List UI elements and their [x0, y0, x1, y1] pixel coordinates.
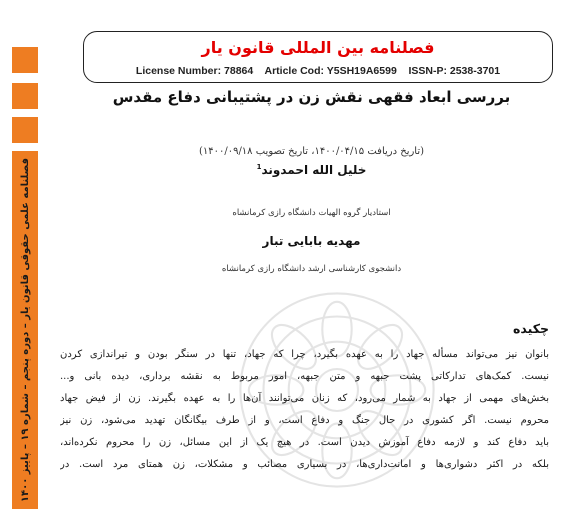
author-1-footnote-mark: 1: [256, 163, 262, 171]
abstract-heading: چکیده: [513, 321, 549, 336]
article-title: بررسی ابعاد فقهی نقش زن در پشتیبانی دفاع مقدس: [112, 88, 511, 106]
author-2-name: مهدیه بابایی تبار: [262, 234, 361, 248]
journal-header: [83, 31, 553, 83]
abstract-line: نیست. کمک‌های تدارکاتی پشت جبهه و متن جبهه، امور مربوط به نقشه برداری، دیده بانی و...: [60, 371, 549, 382]
license-line: [84, 65, 552, 77]
article-cod: Article Cod: Y5SH19A6599: [264, 65, 397, 77]
abstract-line: بخش‌های مهمی از جهاد به شمار می‌رود، که زنان می‌توانند آن‌ها را به عهده بگیرند. زن از فیض جهاد: [60, 393, 549, 404]
author-1: [60, 163, 563, 177]
affiliation-1: استادیار گروه الهیات دانشگاه رازی کرمانشاه: [232, 208, 391, 218]
license-number: License Number: 78864: [135, 65, 254, 77]
abstract-line: باید دفاع کند و لازمه دفاع آموزش دیدن است. در هیچ یک از این مسائل، زن را محروم نکرده‌اند،: [60, 437, 549, 448]
sidebar-journal-info: فصلنامه علمی حقوقی قانون یار – دوره پنجم – شماره ۱۹ – پاییز ۱۴۰۰: [19, 157, 31, 503]
issn: ISSN-P: 2538-3701: [408, 65, 501, 77]
sidebar-square-2: [12, 83, 38, 109]
abstract-line: بانوان نیز می‌تواند مسأله جهاد را به عهده بگیرد، چرا که جهاد، تنها در سنگر بودن و تیراندازی کردن: [60, 349, 549, 360]
author-2: [60, 234, 563, 248]
author-1-name: خلیل الله احمدوند: [261, 163, 367, 177]
article-dates: (تاریخ دریافت ۱۴۰۰/۰۴/۱۵، تاریخ تصویب ۱۴۰۰/۰۹/۱۸): [198, 146, 425, 157]
sidebar-square-3: [12, 117, 38, 143]
abstract-body: [60, 344, 549, 476]
abstract-line: محروم نیست. اگر کشوری در حال جنگ و دفاع است، و از طرف بیگانگان تهدید می‌شود، زن نیز: [60, 415, 549, 426]
journal-title: فصلنامه بین المللی قانون یار: [201, 38, 435, 57]
affiliation-2: دانشجوی کارشناسی ارشد دانشگاه رازی کرمانشاه: [221, 264, 402, 274]
left-sidebar: [0, 0, 42, 511]
abstract-line: بلکه در اکثر دشواری‌ها و امانت‌داری‌ها، در بسیاری مصائب و مشکلات، زن همتای مرد است. در: [60, 459, 549, 470]
sidebar-journal-bar: [12, 151, 38, 509]
sidebar-square-1: [12, 47, 38, 73]
